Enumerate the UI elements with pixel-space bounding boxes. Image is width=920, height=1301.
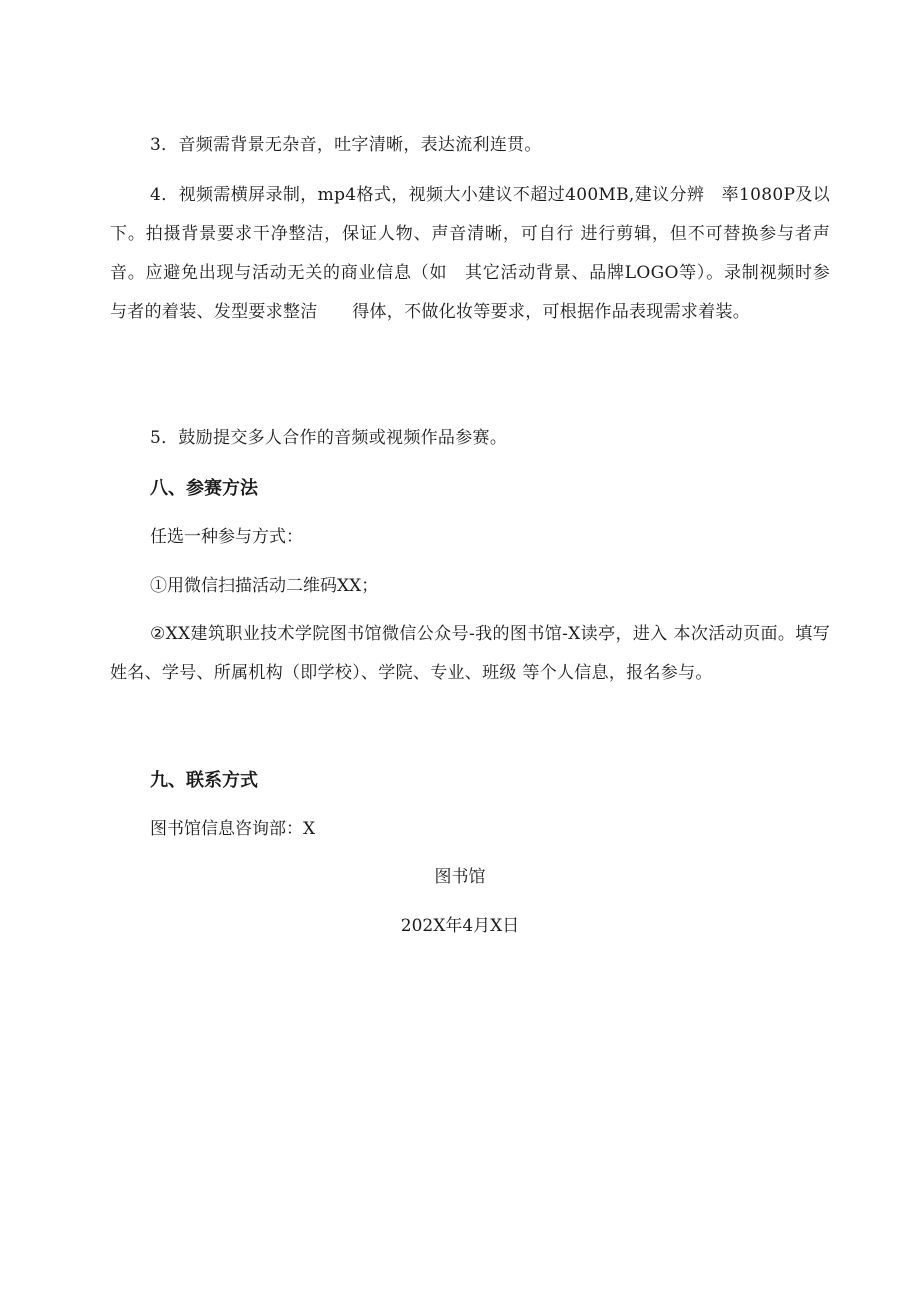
section-8-option-1: ①用微信扫描活动二维码XX； [150,576,379,596]
item-3-text: ．音频需背景无杂音，吐字清晰，表达流利连贯。 [161,135,542,155]
item-5-text: ．鼓励提交多人合作的音频或视频作品参赛。 [161,428,508,448]
item-5 [110,419,830,458]
item-4-text: ．视频需横屏录制，mp4格式，视频大小建议不超过400MB,建议分辨 率1080P及以下。拍摄背景要求干净整洁，保证人物、声音清晰，可自行 进行剪辑，但不可替换参与者声音。应避免出现与活动无关的商业信息（如 其它活动背景、品牌LOGO等）。录制视频时参与者的着装、发型要求整洁 得体，不做化妆等要求，可根据作品表现需求着装。 [110,185,830,322]
item-4 [110,176,830,332]
section-8-option-2: ②XX建筑职业技术学院图书馆微信公众号-我的图书馆-X读亭，进入 本次活动页面。填写姓名、学号、所属机构（即学校）、学院、专业、班级 等个人信息，报名参与。 [110,624,830,683]
signature-org: 图书馆 [434,867,486,887]
contact-line: 图书馆信息咨询部：X [150,819,316,839]
item-4-number: 4 [150,185,162,205]
signature-date: 202X年4月X日 [400,916,520,936]
section-8-intro: 任选一种参与方式： [150,527,303,547]
section-8-heading: 八、参赛方法 [150,478,258,499]
item-3-number: 3 [150,135,162,155]
section-9-heading: 九、联系方式 [150,770,258,791]
item-3 [110,126,830,165]
item-5-number: 5 [150,428,162,448]
